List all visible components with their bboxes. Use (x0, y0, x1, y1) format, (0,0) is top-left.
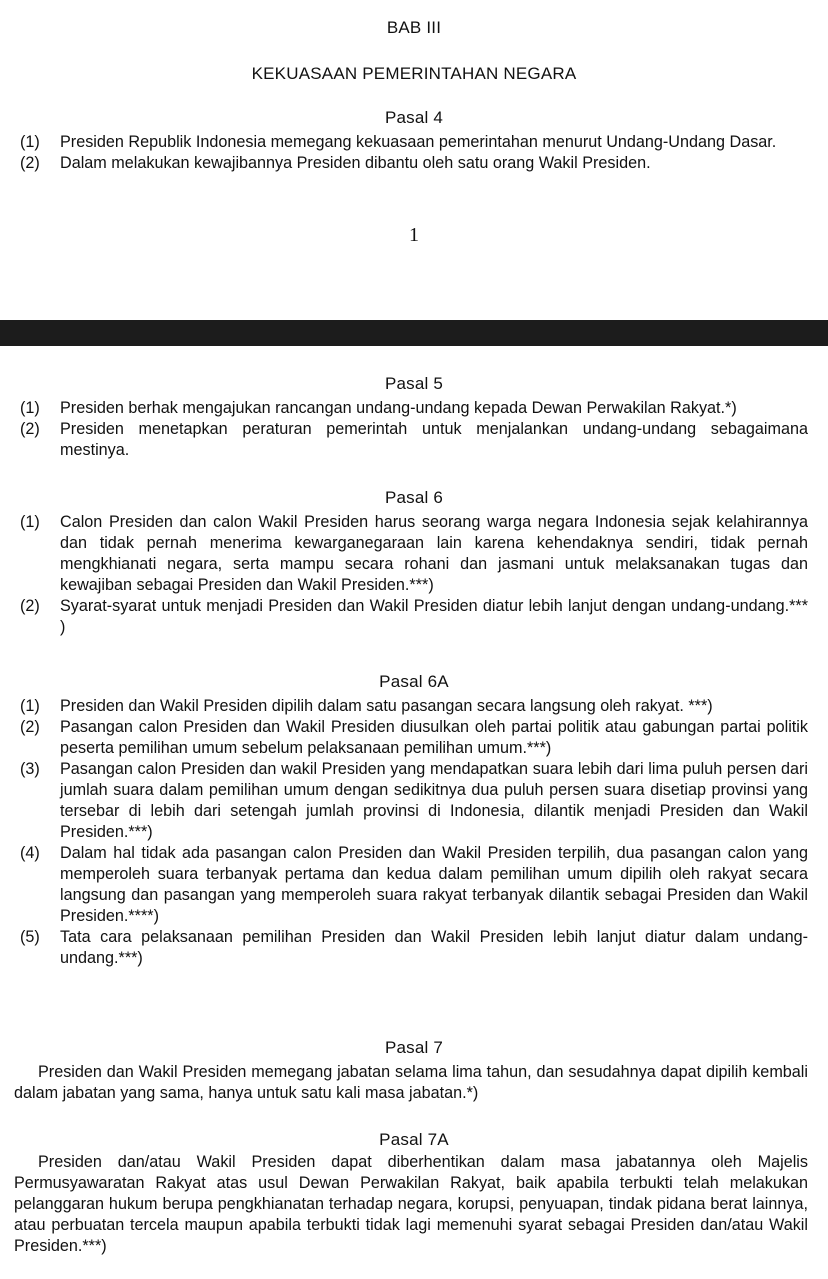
chapter-title: KEKUASAAN PEMERINTAHAN NEGARA (251, 64, 577, 83)
item-number: (2) (20, 597, 40, 615)
list-item (0, 927, 808, 969)
pasal-4-title: Pasal 4 (384, 108, 444, 127)
pasal-7-title: Pasal 7 (384, 1038, 444, 1057)
pasal-5-list (0, 398, 808, 461)
item-text: Presiden Republik Indonesia memegang kekuasaan pemerintahan menurut Undang-Undang Dasar. (60, 133, 777, 151)
item-number: (1) (20, 513, 40, 531)
pasal-5-title: Pasal 5 (384, 374, 444, 393)
pasal-7a-text: Presiden dan/atau Wakil Presiden dapat diberhentikan dalam masa jabatannya oleh Majelis Permusyawaratan Rakyat atas usul Dewan Perwakilan Rakyat, baik apabila terbukti telah melakukan pelanggaran hukum berupa pengkhianatan terhadap negara, korupsi, penyuapan, tindak pidana berat lainnya, atau perbuatan tercela maupun apabila terbukti tidak lagi memenuhi syarat sebagai Presiden dan/atau Wakil Presiden.***) (14, 1153, 808, 1255)
item-number: (1) (20, 697, 40, 715)
page-top (0, 0, 828, 320)
page-separator-band (0, 320, 828, 346)
list-item (0, 717, 808, 759)
item-number: (3) (20, 760, 40, 778)
list-item (0, 153, 808, 174)
item-text: Tata cara pelaksanaan pemilihan Presiden dan Wakil Presiden lebih lanjut diatur dalam undang-undang.***) (60, 928, 808, 967)
item-text: Presiden dan Wakil Presiden dipilih dalam satu pasangan secara langsung oleh rakyat. ***) (60, 697, 713, 715)
item-text: Pasangan calon Presiden dan wakil Presiden yang mendapatkan suara lebih dari lima puluh persen dari jumlah suara dalam pemilihan umum dengan sedikitnya dua puluh persen suara disetiap provinsi yang tersebar di lebih dari setengah jumlah provinsi di Indonesia, dilantik menjadi Presiden dan Wakil Presiden.***) (60, 760, 808, 841)
pasal-6-list (0, 512, 808, 638)
chapter-heading: BAB III (386, 18, 442, 37)
item-text: Pasangan calon Presiden dan Wakil Presiden diusulkan oleh partai politik atau gabungan partai politik peserta pemilihan umum sebelum pelaksanaan pemilihan umum.***) (60, 718, 808, 757)
list-item (0, 132, 808, 153)
item-text: Dalam melakukan kewajibannya Presiden dibantu oleh satu orang Wakil Presiden. (60, 154, 651, 172)
item-text: Calon Presiden dan calon Wakil Presiden harus seorang warga negara Indonesia sejak kelahirannya dan tidak pernah menerima kewarganegaraan lain karena kehendaknya sendiri, tidak pernah mengkhianati negara, serta mampu secara rohani dan jasmani untuk melaksanakan tugas dan kewajiban sebagai Presiden dan Wakil Presiden.***) (60, 513, 808, 594)
pasal-7a-title: Pasal 7A (379, 1130, 449, 1149)
item-number: (2) (20, 154, 40, 172)
item-text: Presiden berhak mengajukan rancangan undang-undang kepada Dewan Perwakilan Rakyat.*) (60, 399, 737, 417)
pasal-6a-title: Pasal 6A (379, 672, 449, 691)
item-number: (1) (20, 133, 40, 151)
list-item (0, 398, 808, 419)
pasal-4-list (0, 132, 808, 174)
pasal-7-text: Presiden dan Wakil Presiden memegang jabatan selama lima tahun, dan sesudahnya dapat dipilih kembali dalam jabatan yang sama, hanya untuk satu kali masa jabatan.*) (14, 1063, 808, 1102)
item-number: (2) (20, 718, 40, 736)
item-number: (5) (20, 928, 40, 946)
list-item (0, 759, 808, 843)
list-item (0, 696, 808, 717)
item-text: Presiden menetapkan peraturan pemerintah untuk menjalankan undang-undang sebagaimana mestinya. (60, 420, 808, 459)
list-item (0, 596, 808, 638)
list-item (0, 843, 808, 927)
item-text: Syarat-syarat untuk menjadi Presiden dan Wakil Presiden diatur lebih lanjut dengan undang-undang.*** ) (60, 597, 808, 636)
page-bottom (0, 346, 828, 1279)
list-item (0, 419, 808, 461)
pasal-6-title: Pasal 6 (384, 488, 444, 507)
pasal-6a-list (0, 696, 808, 969)
item-number: (1) (20, 399, 40, 417)
item-number: (2) (20, 420, 40, 438)
item-number: (4) (20, 844, 40, 862)
item-text: Dalam hal tidak ada pasangan calon Presiden dan Wakil Presiden terpilih, dua pasangan calon yang memperoleh suara terbanyak pertama dan kedua dalam pemilihan umum dipilih oleh rakyat secara langsung dan pasangan yang memperoleh suara rakyat terbanyak dilantik sebagai Presiden dan Wakil Presiden.****) (60, 844, 808, 925)
page-number: 1 (409, 224, 419, 246)
list-item (0, 512, 808, 596)
